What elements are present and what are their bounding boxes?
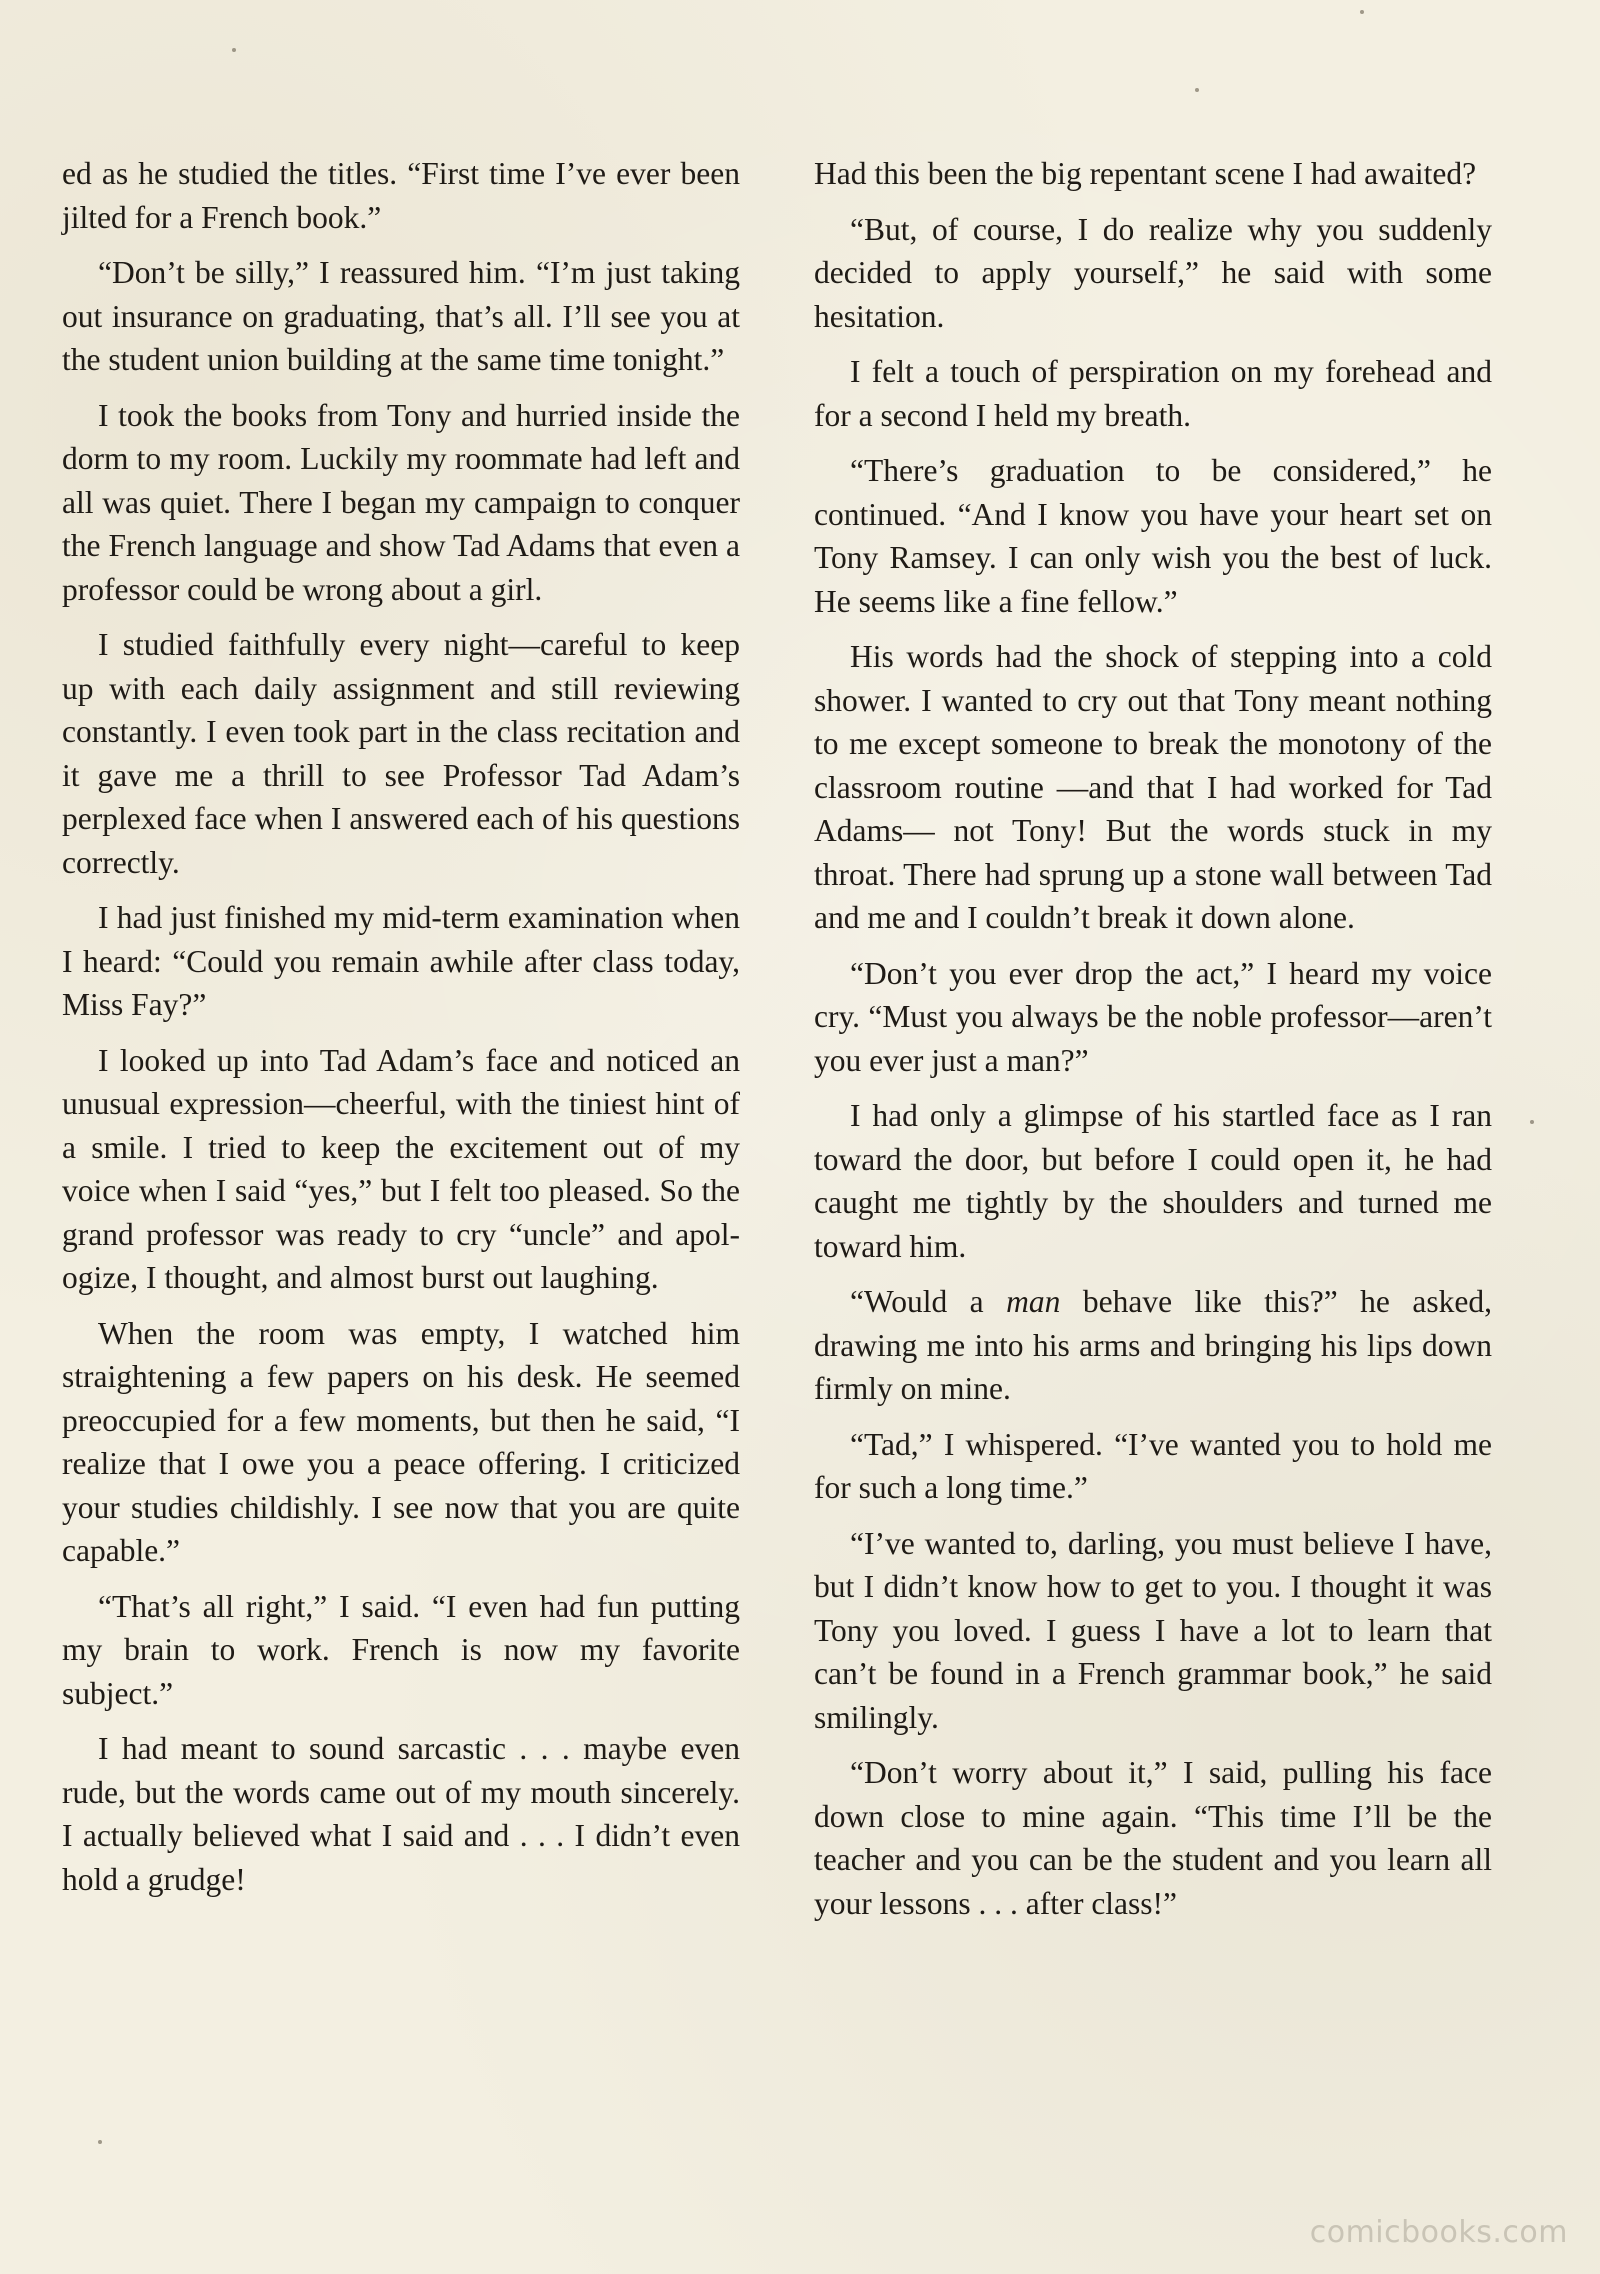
- paragraph: “Tad,” I whispered. “I’ve wanted you to hold me for such a long time.”: [814, 1426, 1492, 1505]
- paragraph: Had this been the big repentant scene I had awaited?: [814, 156, 1477, 191]
- paragraph: “That’s all right,” I said. “I even had fun putting my brain to work. French is now my favorite subject.”: [62, 1588, 740, 1711]
- paragraph: I had meant to sound sarcastic . . . maybe even rude, but the words came out of my mouth sincerely. I actually believed what I said and . . . I didn’t even hold a grudge!: [62, 1731, 740, 1897]
- paragraph-text: “Would a: [850, 1284, 1007, 1319]
- paragraph: I studied faithfully every night—careful to keep up with each daily assignment and still reviewing constantly. I even took part in the class recitation and it gave me a thrill to see Professor Tad Adam’s perplexed face when I answered each of his questions correctly.: [62, 627, 740, 880]
- watermark: comicbooks.com: [1309, 2215, 1568, 2250]
- paragraph: “I’ve wanted to, darling, you must believe I have, but I didn’t know how to get to you. I thought it was Tony you loved. I guess I have a lot to learn that can’t be found in a French grammar book,” he said smilingly.: [814, 1525, 1492, 1735]
- paragraph: I felt a touch of perspiration on my forehead and for a second I held my breath.: [814, 354, 1492, 433]
- paper-speck: [232, 48, 236, 52]
- paragraph-text: behave like this?” he asked, drawing me into his arms and bringing his lips down firmly on mine.: [814, 1284, 1492, 1406]
- right-text-column: [814, 152, 1492, 1937]
- paragraph: [814, 1280, 1492, 1411]
- emphasized-word: man: [1006, 1284, 1061, 1319]
- paper-speck: [1195, 88, 1199, 92]
- paper-speck: [1530, 1120, 1534, 1124]
- paper-speck: [1360, 10, 1364, 14]
- paragraph: “Don’t worry about it,” I said, pulling his face down close to mine again. “This time I’ll be the teacher and you can be the student and you learn all your lessons . . . after class!”: [814, 1755, 1492, 1921]
- paragraph: “Don’t you ever drop the act,” I heard my voice cry. “Must you always be the noble professor—aren’t you ever just a man?”: [814, 955, 1492, 1078]
- paragraph: I looked up into Tad Adam’s face and noticed an unusual expression—cheerful, with the tiniest hint of a smile. I tried to keep the excitement out of my voice when I said “yes,” but I felt too pleased. So the grand professor was ready to cry “uncle” and apologize, I thought, and almost burst out laughing.: [62, 1042, 740, 1295]
- paragraph: “There’s graduation to be considered,” he continued. “And I know you have your heart set on Tony Ramsey. I can only wish you the best of luck. He seems like a fine fellow.”: [814, 453, 1492, 619]
- paragraph: “Don’t be silly,” I reassured him. “I’m just taking out insurance on graduating, that’s all. I’ll see you at the student union building at the same time tonight.”: [62, 255, 740, 377]
- paper-speck: [98, 2140, 102, 2144]
- paragraph: I took the books from Tony and hurried inside the dorm to my room. Luckily my roommate had left and all was quiet. There I began my campaign to conquer the French language and show Tad Adams that even a professor could be wrong about a girl.: [62, 397, 740, 607]
- paragraph: “But, of course, I do realize why you suddenly decided to apply yourself,” he said with some hesitation.: [814, 211, 1492, 334]
- left-text-column: [62, 152, 740, 1913]
- paragraph: His words had the shock of stepping into a cold shower. I wanted to cry out that Tony meant nothing to me except someone to break the monotony of the classroom routine —and that I had worked for Tad Adams— not Tony! But the words stuck in my throat. There had sprung up a stone wall between Tad and me and I couldn’t break it down alone.: [814, 639, 1492, 935]
- paragraph: When the room was empty, I watched him straightening a few papers on his desk. He seemed preoccupied for a few moments, but then he said, “I realize that I owe you a peace offering. I criticized your studies childishly. I see now that you are quite capable.”: [62, 1315, 740, 1568]
- paragraph: I had just finished my mid-term examination when I heard: “Could you remain awhile after class today, Miss Fay?”: [62, 900, 740, 1022]
- paragraph: ed as he studied the titles. “First time I’ve ever been jilted for a French book.”: [62, 156, 740, 235]
- paragraph: I had only a glimpse of his startled face as I ran toward the door, but before I could open it, he had caught me tightly by the shoulders and turned me toward him.: [814, 1098, 1492, 1264]
